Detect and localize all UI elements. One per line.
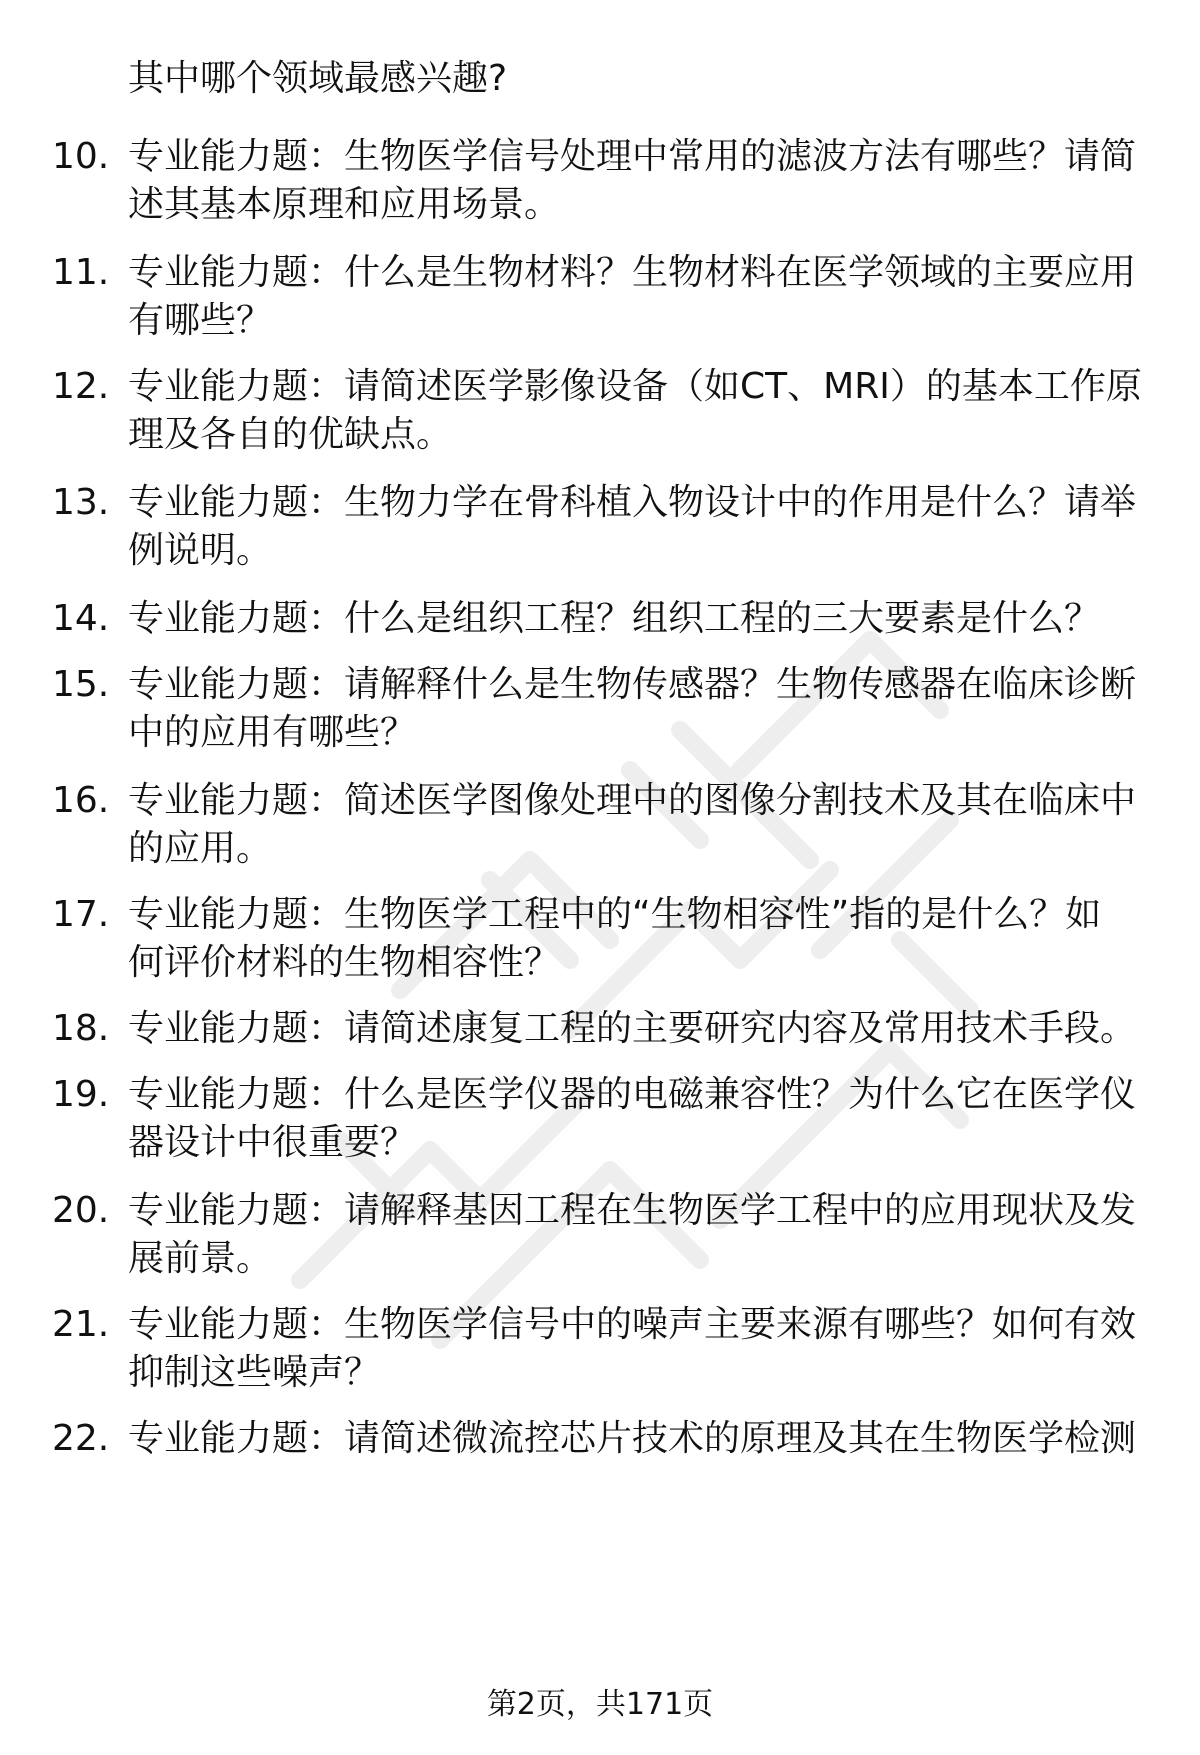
question-text-line: 专业能力题：什么是生物材料？生物材料在医学领域的主要应用 [128, 252, 1137, 293]
question-text-line: 专业能力题：什么是组织工程？组织工程的三大要素是什么？ [128, 598, 1101, 639]
question-number: 17. [52, 894, 110, 935]
page-footer: 第2页，共171页 [486, 1687, 714, 1722]
question-number: 15. [52, 664, 110, 705]
question-text-line: 何评价材料的生物相容性？ [128, 942, 561, 983]
question-text-line: 专业能力题：请解释基因工程在生物医学工程中的应用现状及发 [128, 1190, 1137, 1231]
question-number: 21. [52, 1304, 110, 1345]
question-text-line: 有哪些？ [128, 300, 273, 341]
question-text-line: 专业能力题：生物力学在骨科植入物设计中的作用是什么？请举 [128, 482, 1137, 523]
question-text-line: 专业能力题：生物医学工程中的“生物相容性”指的是什么？如 [128, 894, 1102, 935]
question-text-line: 例说明。 [128, 530, 273, 571]
question-text-line: 专业能力题：请简述康复工程的主要研究内容及常用技术手段。 [128, 1008, 1137, 1049]
question-number: 14. [52, 598, 110, 639]
question-number: 13. [52, 482, 110, 523]
question-text-line: 器设计中很重要？ [128, 1122, 417, 1163]
question-text-line: 抑制这些噪声？ [128, 1352, 381, 1393]
question-text-line: 专业能力题：生物医学信号处理中常用的滤波方法有哪些？请简 [128, 136, 1137, 177]
question-number: 20. [52, 1190, 110, 1231]
question-number: 22. [52, 1418, 110, 1459]
question-text-line: 专业能力题：什么是医学仪器的电磁兼容性？为什么它在医学仪 [128, 1074, 1137, 1115]
question-text-line: 展前景。 [128, 1238, 273, 1279]
question-text-line: 专业能力题：请简述医学影像设备（如CT、MRI）的基本工作原 [128, 366, 1142, 407]
question-number: 12. [52, 366, 110, 407]
question-continuation-text: 其中哪个领域最感兴趣? [128, 58, 508, 99]
question-text-line: 专业能力题：请解释什么是生物传感器？生物传感器在临床诊断 [128, 664, 1137, 705]
question-text-line: 专业能力题：请简述微流控芯片技术的原理及其在生物医学检测 [128, 1418, 1137, 1459]
question-number: 19. [52, 1074, 110, 1115]
question-number: 11. [52, 252, 110, 293]
question-text-line: 的应用。 [128, 828, 273, 869]
question-number: 16. [52, 780, 110, 821]
question-number: 10. [52, 136, 110, 177]
question-number: 18. [52, 1008, 110, 1049]
question-text-line: 述其基本原理和应用场景。 [128, 184, 561, 225]
question-text-line: 专业能力题：生物医学信号中的噪声主要来源有哪些？如何有效 [128, 1304, 1137, 1345]
question-text-line: 理及各自的优缺点。 [128, 414, 453, 455]
question-text-line: 中的应用有哪些？ [128, 712, 417, 753]
question-text-line: 专业能力题：简述医学图像处理中的图像分割技术及其在临床中 [128, 780, 1137, 821]
